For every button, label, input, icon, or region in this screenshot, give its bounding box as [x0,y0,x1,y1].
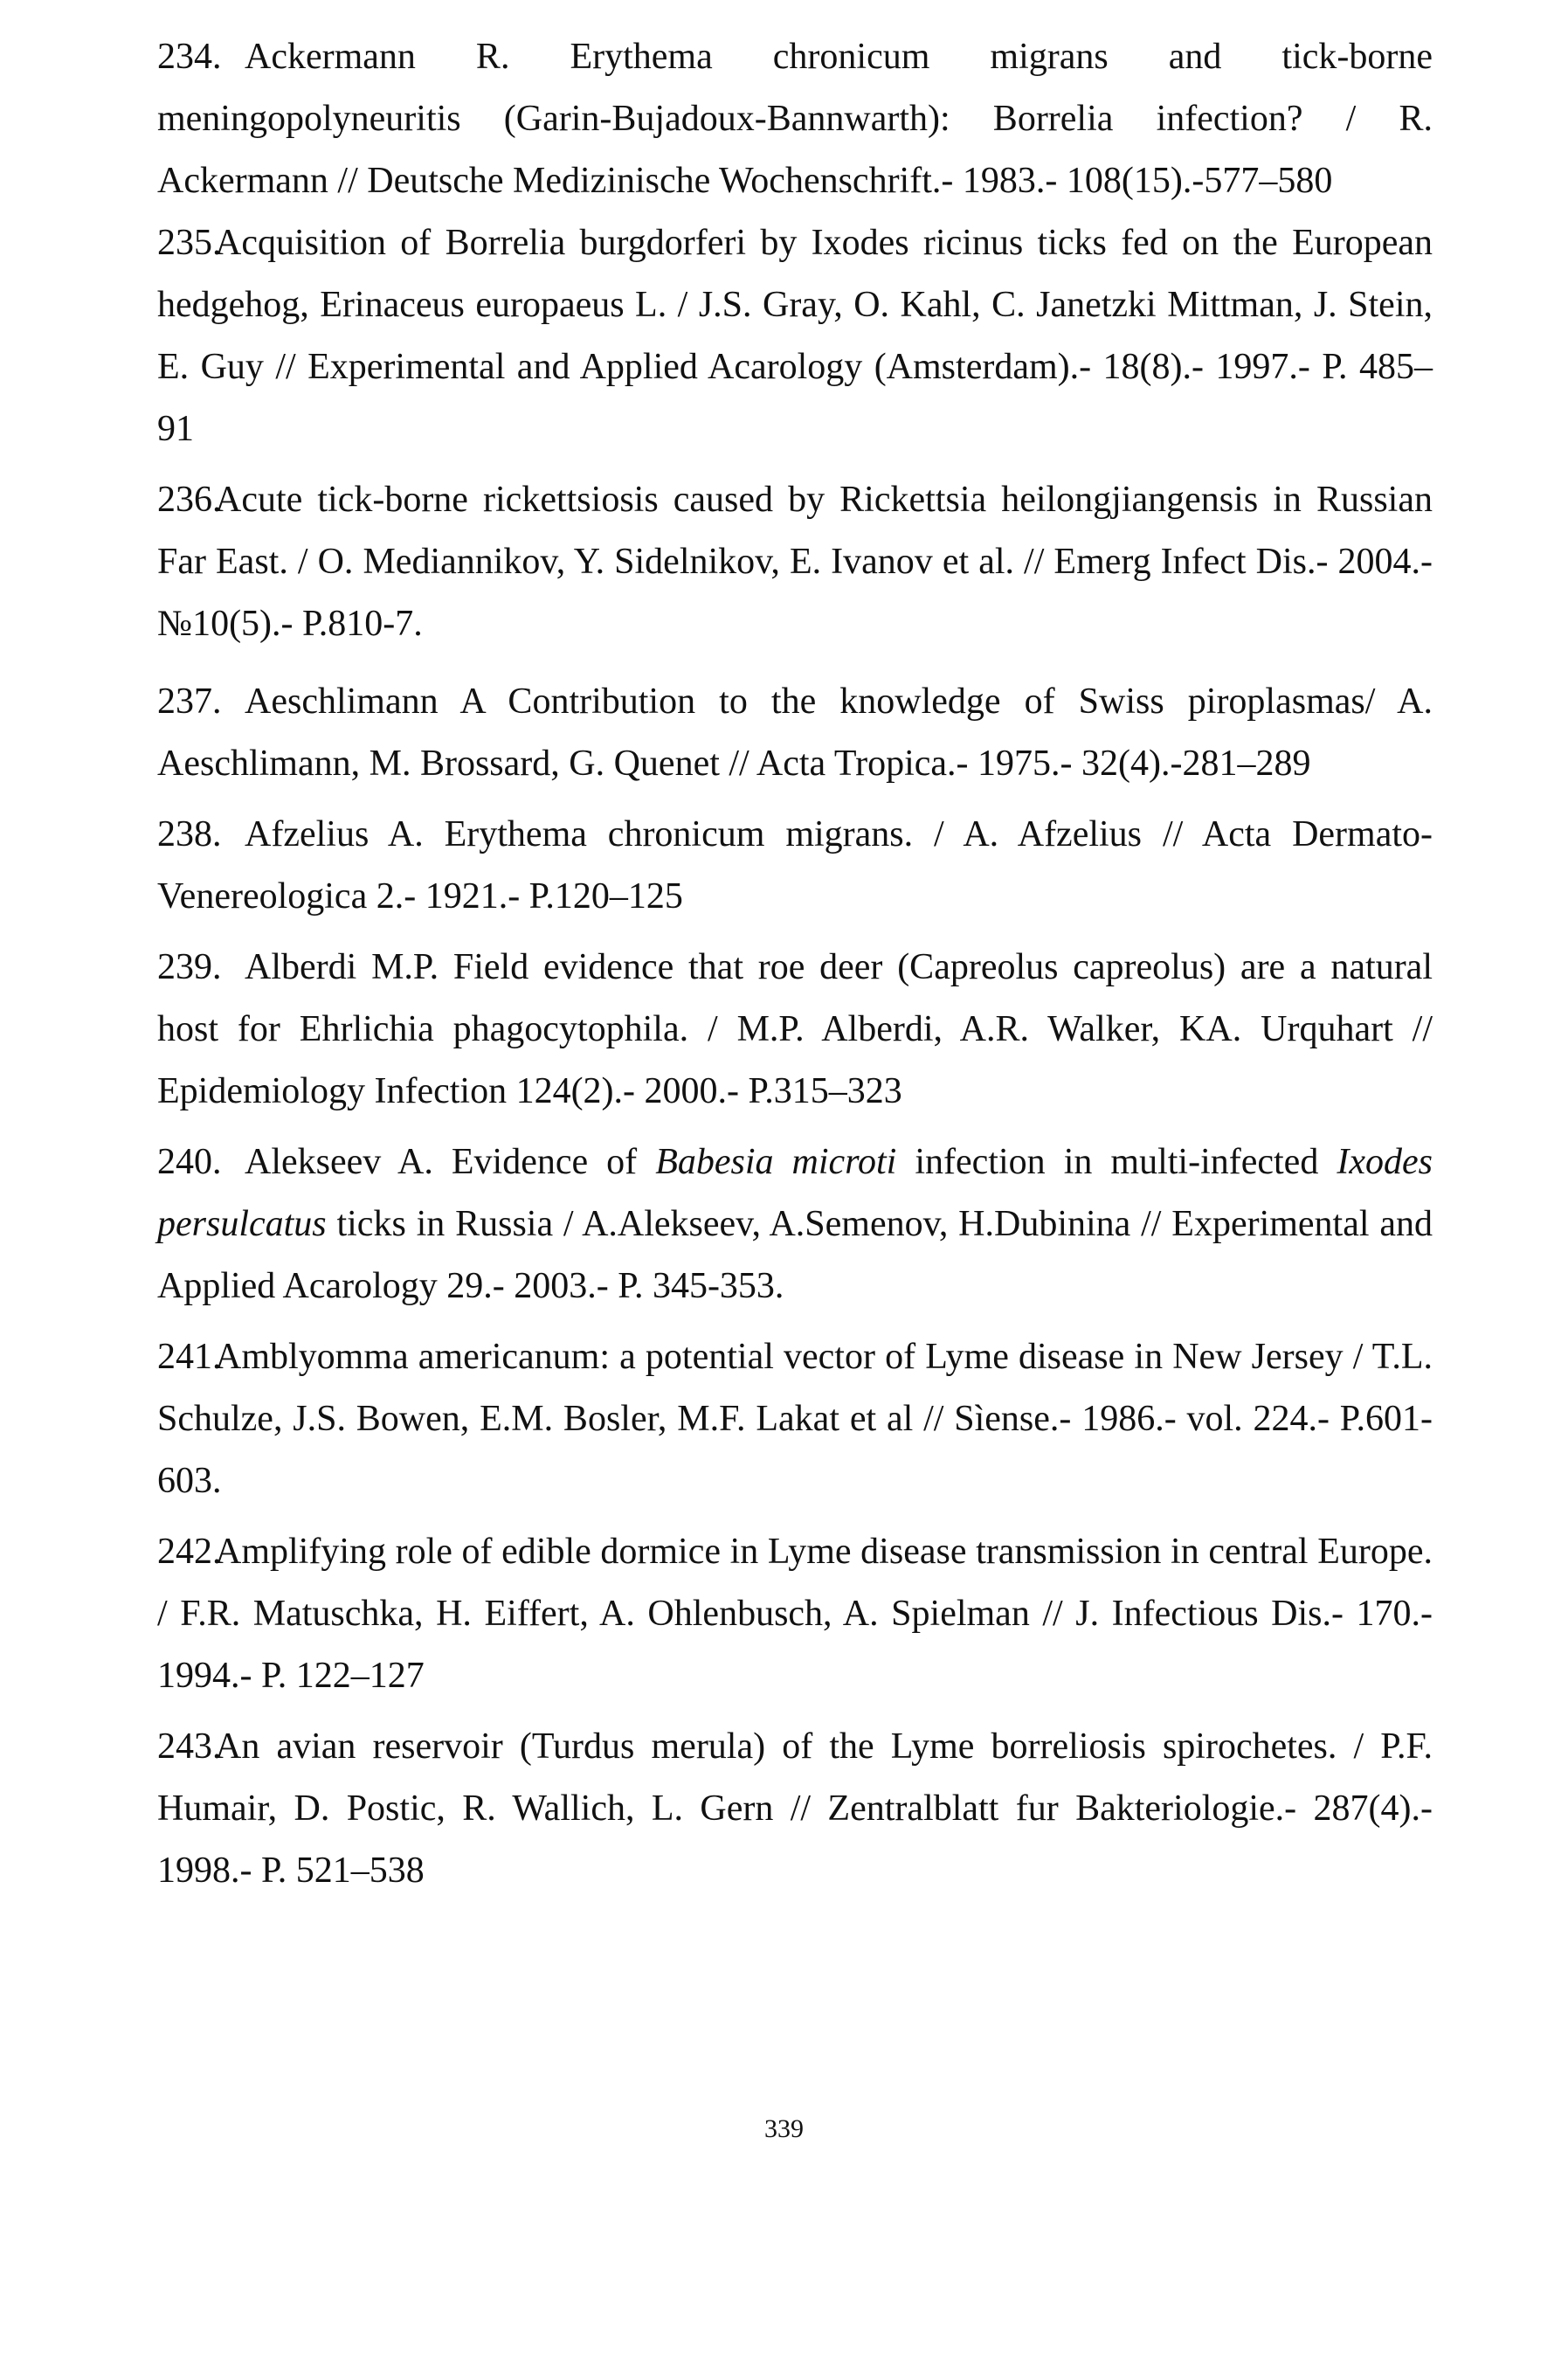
page-number: 339 [764,2114,804,2143]
reference-text: Amblyomma americanum: a potential vector of Lyme disease in New Jersey / T.L. Schulze, J.S. Bowen, E.M. Bosler, M.F. Lakat et al // Sìense.- 1986.- vol. 224.- P.601-603. [157,1337,1433,1501]
reference-number: 235. [157,223,222,263]
species-name: Babesia microti [655,1142,897,1182]
reference-list [157,26,1433,1902]
reference-number: 238. [157,814,222,854]
reference-text: Acquisition of Borrelia burgdorferi by Ixodes ricinus ticks fed on the European hedgehog, Erinaceus europaeus L. / J.S. Gray, O. Kahl, C. Janetzki Mittman, J. Stein, E. Guy // Experimental and Applied Acarology (Amsterdam).- 18(8).- 1997.- P. 485–91 [157,223,1433,449]
reference-item [157,671,1433,795]
reference-text: Amplifying role of edible dormice in Lyme disease transmission in central Europe. / F.R. Matuschka, H. Eiffert, A. Ohlenbusch, A. Spielman // J. Infectious Dis.- 170.- 1994.- P. 122–127 [157,1532,1433,1696]
reference-number: 243. [157,1726,222,1767]
reference-number: 239. [157,947,222,987]
reference-number: 237. [157,681,222,722]
reference-item [157,937,1433,1123]
reference-item [157,1716,1433,1902]
reference-text: Afzelius A. Erythema chronicum migrans. / A. Afzelius // Acta Dermato-Venereologica 2.- 1921.- P.120–125 [157,814,1433,917]
reference-text: Acute tick-borne rickettsiosis caused by Rickettsia heilongjiangensis in Russian Far East. / O. Mediannikov, Y. Sidelnikov, E. Ivanov et al. // Emerg Infect Dis.- 2004.- №10(5).- P.810-7. [157,480,1433,644]
species-name: Ixodes persulcatus [157,1142,1433,1244]
reference-item [157,1131,1433,1318]
reference-item [157,804,1433,928]
reference-text: Alekseev A. Evidence of Babesia microti infection in multi-infected Ixodes persulcatus ticks in Russia / A.Alekseev, A.Semenov, H.Dubinina // Experimental and Applied Acarology 29.- 2003.- P. 345-353. [157,1142,1433,1306]
reference-item [157,1326,1433,1512]
reference-text: Alberdi M.P. Field evidence that roe deer (Capreolus capreolus) are a natural host for Ehrlichia phagocytophila. / M.P. Alberdi, A.R. Walker, KA. Urquhart // Epidemiology Infection 124(2).- 2000.- P.315–323 [157,947,1433,1111]
reference-number: 242. [157,1532,222,1572]
reference-number: 241. [157,1337,222,1377]
reference-text: Ackermann R. Erythema chronicum migrans and tick-borne meningopolyneuritis (Garin-Bujadoux-Bannwarth): Borrelia infection? / R. Ackermann // Deutsche Medizinische Wochenschrift.- 1983.- 108(15).-577–580 [157,37,1433,201]
reference-number: 234. [157,37,222,77]
reference-item [157,1521,1433,1707]
reference-item [157,26,1433,212]
reference-number: 240. [157,1142,222,1182]
reference-text: Aeschlimann A Contribution to the knowledge of Swiss piroplasmas/ A. Aeschlimann, M. Brossard, G. Quenet // Acta Tropica.- 1975.- 32(4).-281–289 [157,681,1433,784]
reference-item [157,212,1433,460]
reference-item [157,469,1433,655]
reference-number: 236. [157,480,222,520]
reference-text: An avian reservoir (Turdus merula) of the Lyme borreliosis spirochetes. / P.F. Humair, D. Postic, R. Wallich, L. Gern // Zentralblatt fur Bakteriologie.- 287(4).- 1998.- P. 521–538 [157,1726,1433,1891]
